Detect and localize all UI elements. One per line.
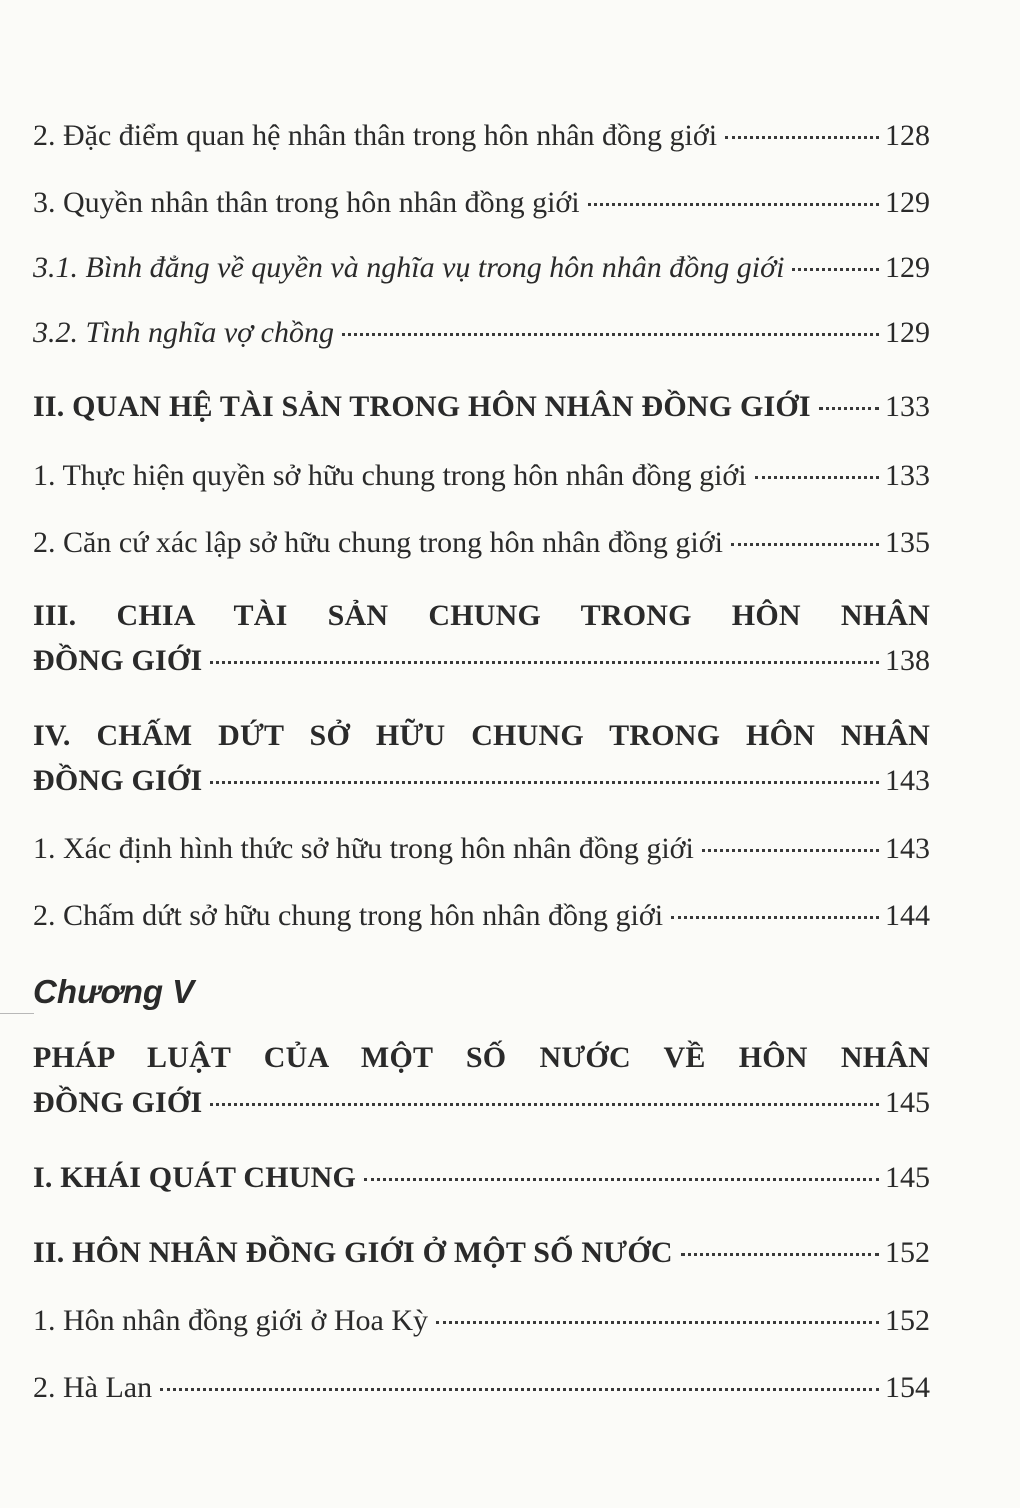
dot-leader	[755, 476, 879, 479]
toc-entry-title-line1: PHÁP LUẬT CỦA MỘT SỐ NƯỚC VỀ HÔN NHÂN	[33, 1041, 930, 1074]
toc-entry	[33, 389, 930, 425]
dot-leader	[342, 333, 879, 336]
toc-entry	[33, 1303, 930, 1339]
toc-entry-title: 2. Căn cứ xác lập sở hữu chung trong hôn nhân đồng giới	[33, 526, 723, 559]
toc-entry-page: 129	[885, 316, 930, 349]
toc-entry-page: 143	[885, 764, 930, 797]
toc-entry-title: 2. Hà Lan	[33, 1371, 153, 1404]
toc-entry	[33, 1370, 930, 1406]
toc-entry-title-line2: ĐỒNG GIỚI	[33, 764, 203, 797]
dot-leader	[210, 661, 879, 664]
toc-entry-page: 145	[885, 1161, 930, 1194]
toc-entry-page: 154	[885, 1371, 930, 1404]
toc-entry-title: 3. Quyền nhân thân trong hôn nhân đồng giới	[33, 186, 580, 219]
toc-entry-page: 145	[885, 1086, 930, 1119]
dot-leader	[792, 268, 879, 271]
toc-entry-title-line1: IV. CHẤM DỨT SỞ HỮU CHUNG TRONG HÔN NHÂN	[33, 719, 930, 752]
dot-leader	[436, 1321, 879, 1324]
toc-entry	[33, 1040, 930, 1121]
toc-entry-title: 3.2. Tình nghĩa vợ chồng	[33, 316, 334, 349]
toc-entry-page: 135	[885, 526, 930, 559]
dot-leader	[210, 781, 879, 784]
toc-entry-page: 129	[885, 251, 930, 284]
dot-leader	[160, 1388, 879, 1391]
dot-leader	[364, 1178, 879, 1181]
dot-leader	[671, 916, 879, 919]
dot-leader	[588, 203, 879, 206]
toc-entry-page: 152	[885, 1236, 930, 1269]
dot-leader	[702, 849, 879, 852]
toc-entry	[33, 525, 930, 561]
toc-entry	[33, 898, 930, 934]
toc-entry	[33, 118, 930, 154]
toc-entry	[33, 1235, 930, 1271]
dot-leader	[725, 136, 879, 139]
toc-entry-title: II. HÔN NHÂN ĐỒNG GIỚI Ở MỘT SỐ NƯỚC	[33, 1236, 673, 1269]
dot-leader	[210, 1103, 879, 1106]
toc-entry	[33, 831, 930, 867]
toc-entry	[33, 185, 930, 221]
toc-entry	[33, 598, 930, 679]
toc-entry	[33, 1160, 930, 1196]
toc-entry-page: 133	[885, 390, 930, 423]
chapter-heading: Chương V	[33, 973, 195, 1010]
toc-entry-title-line1: III. CHIA TÀI SẢN CHUNG TRONG HÔN NHÂN	[33, 599, 930, 632]
toc-entry-page: 138	[885, 644, 930, 677]
toc-entry-title-line2: ĐỒNG GIỚI	[33, 1086, 203, 1119]
toc-entry-title: II. QUAN HỆ TÀI SẢN TRONG HÔN NHÂN ĐỒNG GIỚI	[33, 390, 811, 423]
toc-entry	[33, 458, 930, 494]
dot-leader	[819, 407, 879, 410]
toc-entry-page: 133	[885, 459, 930, 492]
toc-entry	[33, 718, 930, 799]
toc-entry-page: 129	[885, 186, 930, 219]
toc-entry-title: 3.1. Bình đẳng về quyền và nghĩa vụ trong hôn nhân đồng giới	[33, 251, 785, 284]
toc-entry-title: 2. Chấm dứt sở hữu chung trong hôn nhân đồng giới	[33, 899, 664, 932]
toc-entry-title: I. KHÁI QUÁT CHUNG	[33, 1161, 357, 1194]
toc-entry-page: 143	[885, 832, 930, 865]
toc-entry-page: 128	[885, 119, 930, 152]
toc-entry-title: 1. Hôn nhân đồng giới ở Hoa Kỳ	[33, 1304, 429, 1337]
toc-entry-title: 1. Thực hiện quyền sở hữu chung trong hôn nhân đồng giới	[33, 459, 747, 492]
toc-entry	[33, 315, 930, 351]
toc-entry-title-line2: ĐỒNG GIỚI	[33, 644, 203, 677]
dot-leader	[681, 1253, 879, 1256]
toc-entry-title: 1. Xác định hình thức sở hữu trong hôn nhân đồng giới	[33, 832, 694, 865]
toc-entry	[33, 250, 930, 286]
toc-entry-title: 2. Đặc điểm quan hệ nhân thân trong hôn nhân đồng giới	[33, 119, 718, 152]
dot-leader	[731, 543, 879, 546]
toc-entry-page: 152	[885, 1304, 930, 1337]
scan-mark	[0, 1013, 34, 1014]
toc-entry-page: 144	[885, 899, 930, 932]
